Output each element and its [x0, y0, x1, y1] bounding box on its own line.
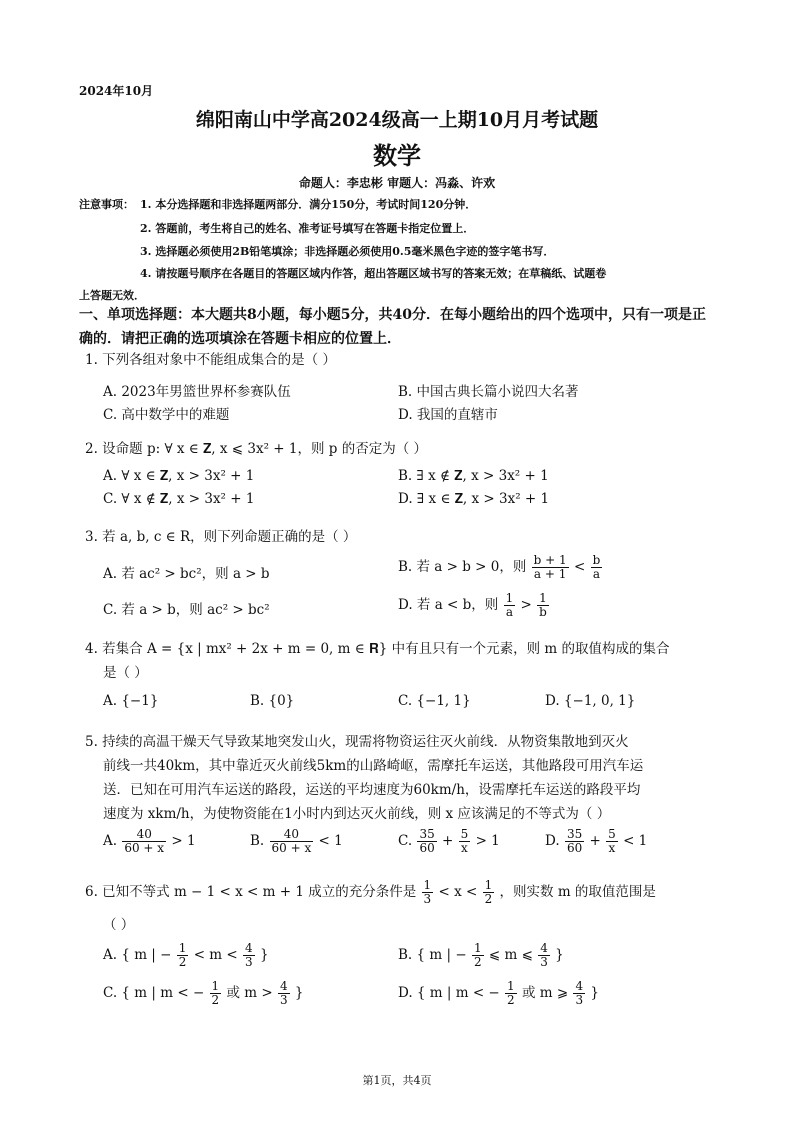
q6-d-frac-1: $\frac{1}{2}$	[507, 979, 515, 1007]
q3-option-b: B. 若 a > b > 0，则 $\frac{b + 1}{a + 1}$ < $\frac{b}{a}$	[398, 553, 601, 581]
page-footer: 第1页，共4页	[362, 1074, 432, 1087]
exam-subject: 数学	[373, 141, 421, 170]
q6-frac-1: $\frac{1}{3}$	[423, 878, 432, 906]
q5-line1: 5. 持续的高温干燥天气导致某地突发山火，现需将物资运往灭火前线．从物资集散地到灭火	[85, 734, 629, 750]
note-3: 3. 选择题必须使用2B铅笔填涂；非选择题必须使用0.5毫米黑色字迹的签字笔书写．	[140, 245, 555, 258]
q3-b-frac-1: $\frac{b + 1}{a + 1}$	[533, 553, 567, 581]
q6-stem-line2: （ ）	[103, 917, 135, 933]
q4-stem-line1: 4. 若集合 A = {x | mx² + 2x + m = 0, m ∈ 𝐑} 中有且只有一个元素，则 m 的取值构成的集合	[85, 641, 670, 657]
q6-option-a: A. { m | − $\frac{1}{2}$ < m < $\frac{4}{3}$ }	[103, 941, 269, 969]
q4-option-c: C. {−1, 1}	[398, 693, 471, 709]
q3-b-frac-2: $\frac{b}{a}$	[592, 553, 601, 581]
q2-stem: 2. 设命题 p: ∀ x ∈ 𝐙, x ⩽ 3x² + 1，则 p 的否定为（ ）	[85, 441, 427, 457]
q2-option-d: D. ∃ x ∈ 𝐙, x > 3x² + 1	[398, 491, 550, 507]
q5-line4: 速度为 xkm/h，为使物资能在1小时内到达灭火前线，则 x 应该满足的不等式为（ ）	[103, 806, 611, 822]
q2-option-a: A. ∀ x ∈ 𝐙, x > 3x² + 1	[103, 468, 255, 484]
q5-c-frac-1: $\frac{35}{60}$	[419, 827, 435, 855]
q3-d-frac-1: $\frac{1}{a}$	[505, 591, 514, 619]
q5-d-frac-1: $\frac{35}{60}$	[566, 827, 583, 855]
q4-stem-line2: 是（ ）	[103, 665, 148, 681]
q6-c-frac-2: $\frac{4}{3}$	[279, 979, 288, 1007]
q1-option-b: B. 中国古典长篇小说四大名著	[398, 384, 579, 400]
q3-option-a: A. 若 ac² > bc²，则 a > b	[103, 566, 270, 582]
q6-frac-2: $\frac{1}{2}$	[484, 878, 493, 906]
q3-d-frac-2: $\frac{1}{b}$	[539, 591, 547, 619]
section-heading: 一、单项选择题：本大题共8小题，每小题5分，共40分．在每小题给出的四个选项中，只有一项是正确的．请把正确的选项填涂在答题卡相应的位置上．	[79, 307, 706, 347]
q5-c-frac-2: $\frac{5}{x}$	[460, 827, 469, 855]
q5-line3: 送．已知在可用汽车运送的路段，运送的平均速度为60km/h，设需摩托车运送的路段平均	[103, 782, 641, 798]
q6-option-d: D. { m | m < − $\frac{1}{2}$ 或 m ⩾ $\frac{4}{3}$ }	[398, 979, 600, 1007]
q4-option-a: A. {−1}	[103, 693, 159, 709]
q1-option-d: D. 我国的直辖市	[398, 407, 498, 423]
q6-option-c: C. { m | m < − $\frac{1}{2}$ 或 m > $\frac{4}{3}$ }	[103, 979, 304, 1007]
exam-authors: 命题人：李忠彬 审题人：冯淼、许欢	[298, 176, 496, 190]
q6-stem-line1: 6. 已知不等式 m − 1 < x < m + 1 成立的充分条件是 $\frac{1}{3}$ < x < $\frac{1}{2}$ ，则实数 m 的取值范围是	[85, 878, 656, 906]
q5-option-a: A. $\frac{40}{60 + x}$ > 1	[103, 827, 196, 855]
q5-option-c: C. $\frac{35}{60}$ + $\frac{5}{x}$ > 1	[398, 827, 500, 855]
q6-option-b: B. { m | − $\frac{1}{2}$ ⩽ m ⩽ $\frac{4}{3}$ }	[398, 941, 564, 969]
q4-option-d: D. {−1, 0, 1}	[545, 693, 636, 709]
q5-a-frac: $\frac{40}{60 + x}$	[124, 827, 165, 855]
note-4-cont: 上答题无效．	[79, 289, 145, 302]
q6-a-frac-1: $\frac{1}{2}$	[178, 941, 187, 969]
q4-option-b: B. {0}	[250, 693, 295, 709]
q1-option-a: A. 2023年男篮世界杯参赛队伍	[103, 384, 291, 400]
exam-title: 绵阳南山中学高2024级高一上期10月月考试题	[195, 109, 599, 131]
exam-date: 2024年10月	[79, 84, 154, 98]
q3-option-c: C. 若 a > b，则 ac² > bc²	[103, 602, 270, 618]
q6-a-frac-2: $\frac{4}{3}$	[245, 941, 253, 969]
q3-stem: 3. 若 a, b, c ∈ R，则下列命题正确的是（ ）	[85, 529, 357, 545]
q5-option-b: B. $\frac{40}{60 + x}$ < 1	[250, 827, 343, 855]
q2-option-c: C. ∀ x ∉ 𝐙, x > 3x² + 1	[103, 491, 255, 507]
q1-option-c: C. 高中数学中的难题	[103, 407, 230, 423]
q5-option-d: D. $\frac{35}{60}$ + $\frac{5}{x}$ < 1	[545, 827, 648, 855]
q6-c-frac-1: $\frac{1}{2}$	[211, 979, 220, 1007]
q5-b-frac: $\frac{40}{60 + x}$	[271, 827, 312, 855]
note-4: 4. 请按题号顺序在各题目的答题区域内作答，超出答题区域书写的答案无效；在草稿纸、试题卷	[140, 267, 607, 280]
q3-option-d: D. 若 a < b，则 $\frac{1}{a}$ > $\frac{1}{b}$	[398, 591, 547, 619]
q6-d-frac-2: $\frac{4}{3}$	[575, 979, 584, 1007]
notes-label: 注意事项：	[79, 198, 134, 211]
q2-option-b: B. ∃ x ∉ 𝐙, x > 3x² + 1	[398, 468, 549, 484]
q1-stem: 1. 下列各组对象中不能组成集合的是（ ）	[85, 352, 336, 368]
q6-b-frac-2: $\frac{4}{3}$	[540, 941, 548, 969]
q6-b-frac-1: $\frac{1}{2}$	[473, 941, 482, 969]
note-2: 2. 答题前，考生将自己的姓名、准考证号填写在答题卡指定位置上．	[140, 222, 475, 235]
q5-line2: 前线一共40km，其中靠近灭火前线5km的山路崎岖，需摩托车运送，其他路段可用汽车运	[103, 758, 644, 774]
q5-d-frac-2: $\frac{5}{x}$	[608, 827, 616, 855]
note-1: 1. 本分选择题和非选择题两部分．满分150分，考试时间120分钟．	[140, 198, 477, 211]
